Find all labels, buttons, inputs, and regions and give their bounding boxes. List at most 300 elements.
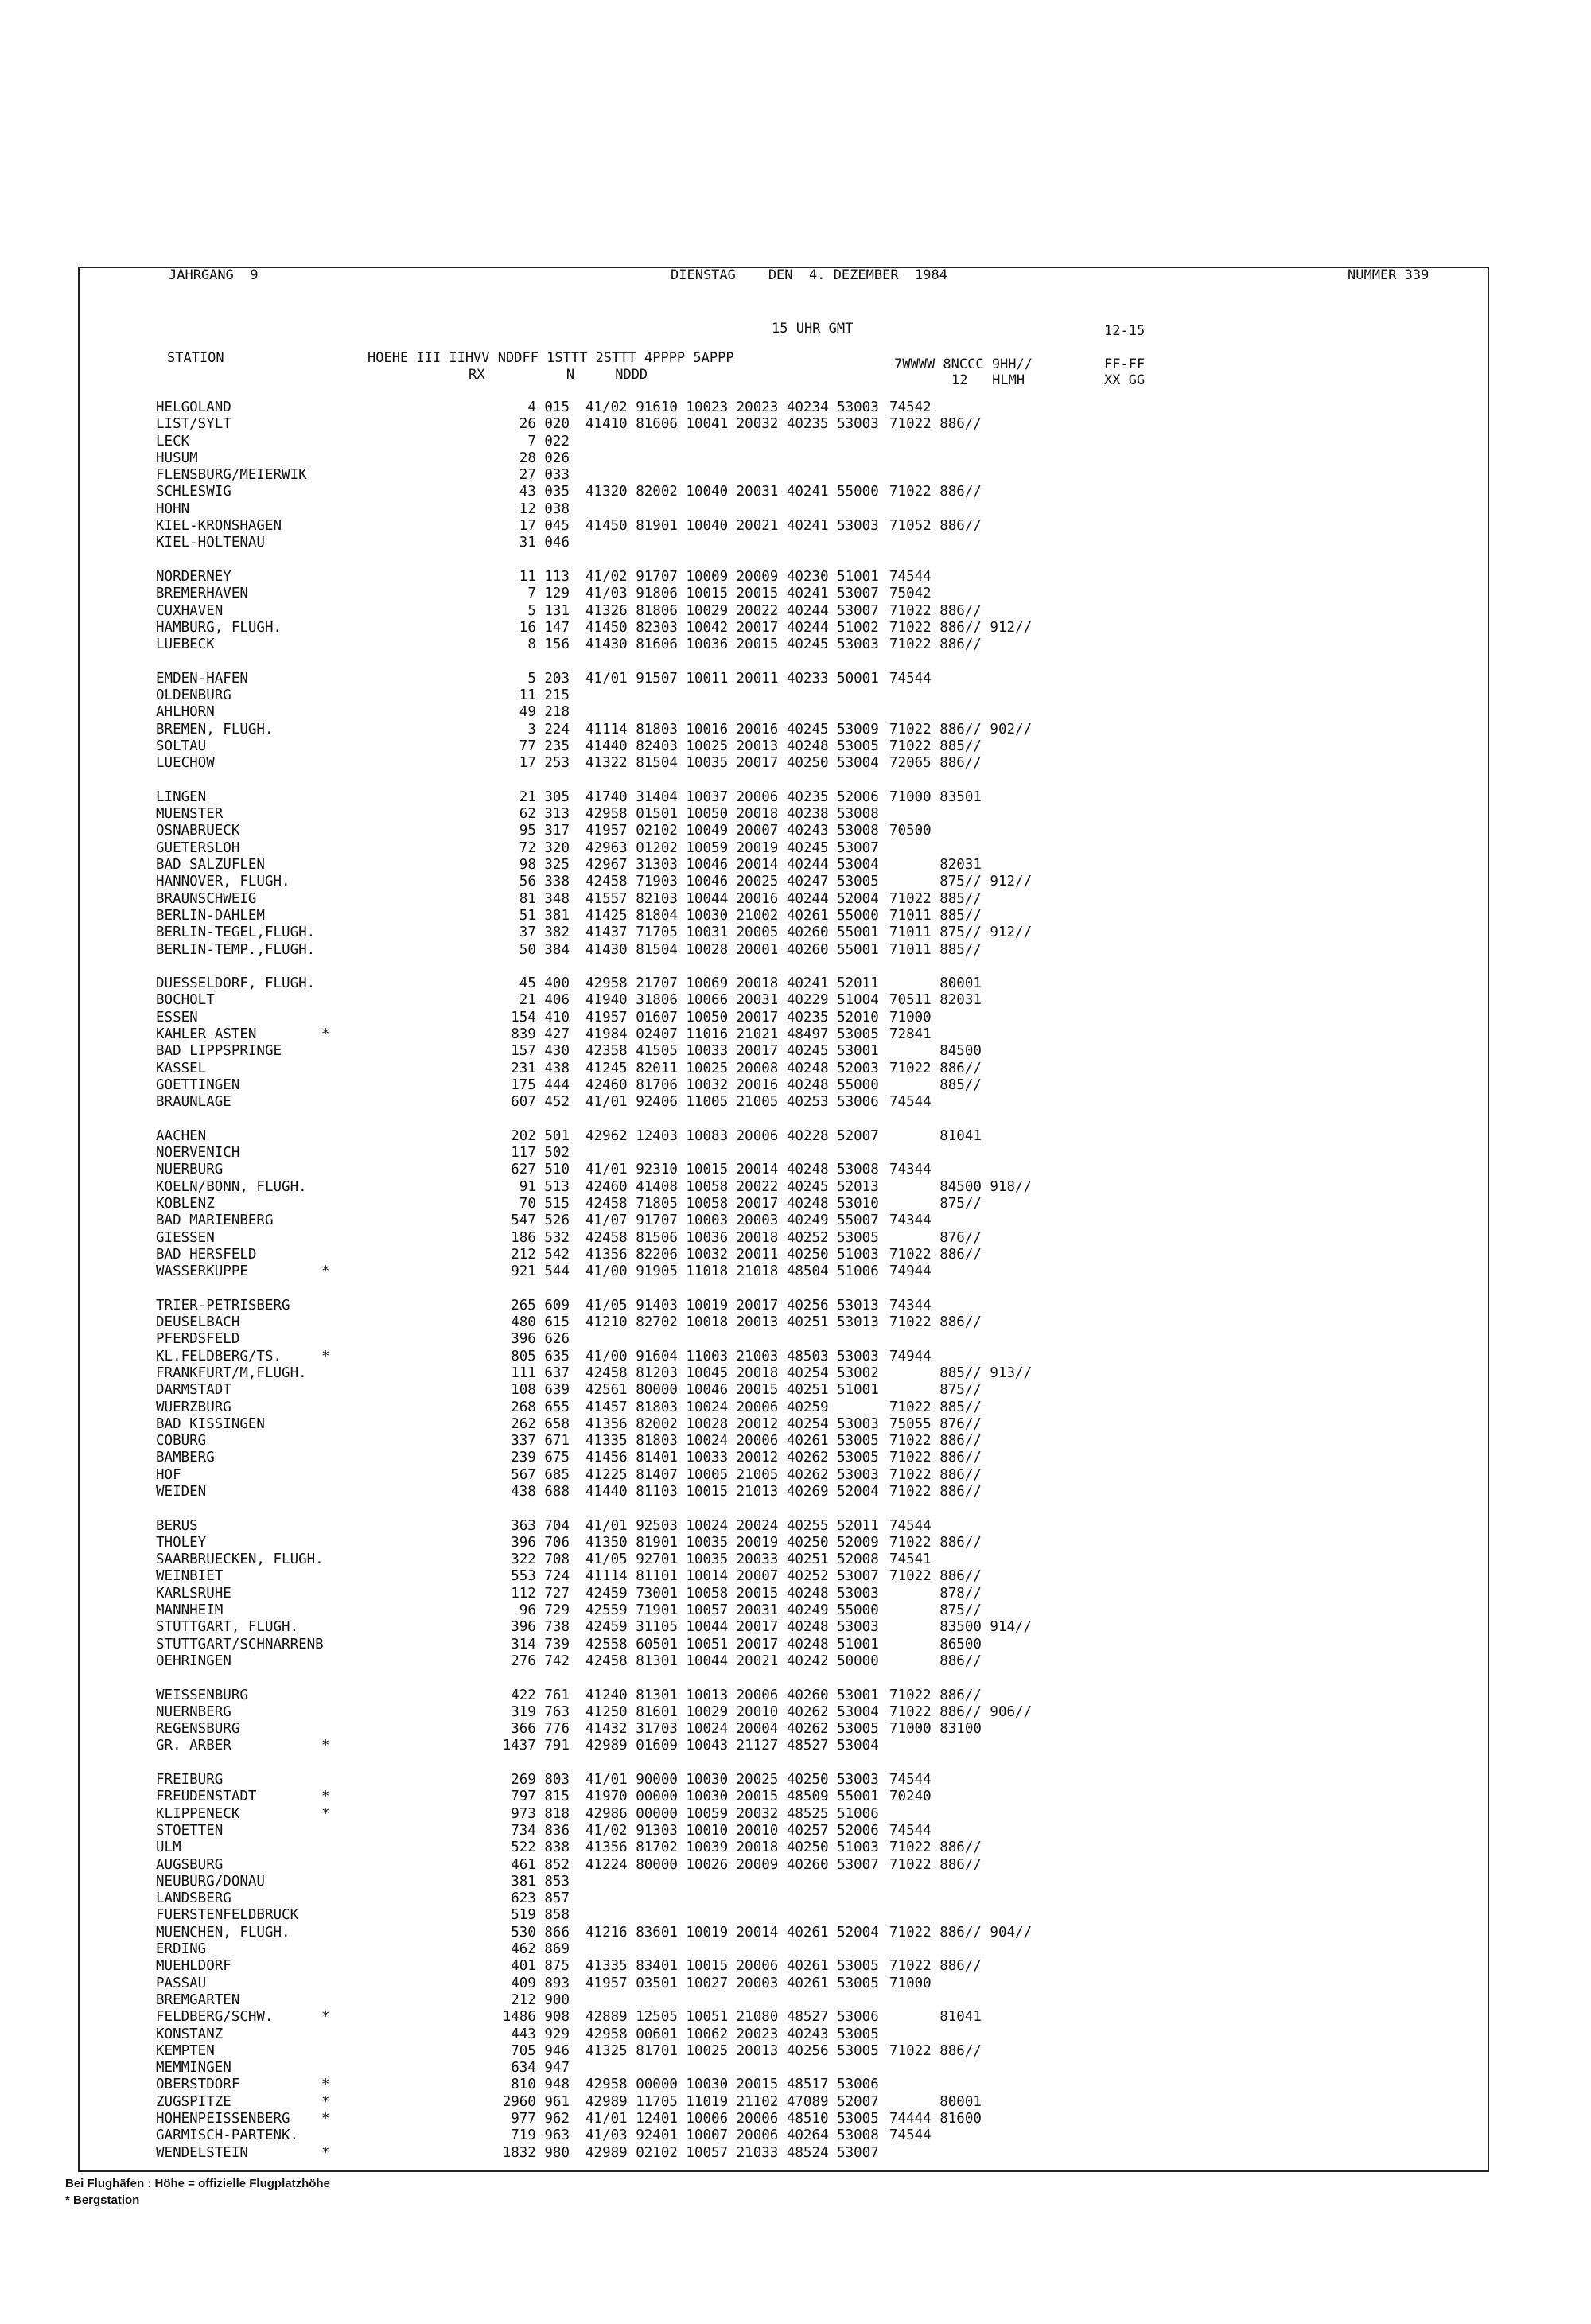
station-name: BAMBERG (156, 1450, 215, 1466)
station-name: WENDELSTEIN (156, 2144, 248, 2161)
station-height-index: 11 113 (519, 568, 570, 585)
station-height-index: 973 818 (511, 1805, 570, 1822)
station-height-index: 461 852 (511, 1856, 570, 1873)
additional-groups: 71000 (889, 1975, 932, 1991)
station-height-index: 239 675 (511, 1450, 570, 1466)
volume-label: JAHRGANG 9 (169, 267, 259, 283)
additional-groups: 71022 886// (889, 1433, 982, 1450)
station-name: THOLEY (156, 1534, 207, 1551)
station-name: LUECHOW (156, 755, 215, 772)
additional-groups: 71000 83100 (889, 1721, 982, 1738)
synop-groups: 41940 31806 10066 20031 40229 51004 (585, 992, 879, 1009)
mountain-station-marker: * (321, 1805, 330, 1822)
station-height-index: 705 946 (511, 2042, 570, 2059)
additional-groups: 71022 886// (889, 1450, 982, 1466)
station-height-index: 1486 908 (502, 2009, 570, 2026)
station-height-index: 16 147 (519, 619, 570, 636)
station-name: NEUBURG/DONAU (156, 1873, 265, 1890)
station-height-index: 797 815 (511, 1789, 570, 1805)
station-name: CUXHAVEN (156, 602, 224, 619)
station-height-index: 51 381 (519, 907, 570, 924)
gust-column-header: FF-FF (1104, 356, 1146, 372)
station-name: HOHENPEISSENBERG (156, 2110, 290, 2127)
additional-groups: 71011 885// (889, 907, 982, 924)
station-height-index: 12 038 (519, 500, 570, 517)
station-height-index: 623 857 (511, 1890, 570, 1907)
station-name: STUTTGART/SCHNARRENB (156, 1636, 324, 1652)
station-name: HANNOVER, FLUGH. (156, 874, 290, 890)
station-name: BREMGARTEN (156, 1991, 240, 2008)
station-name: DEUSELBACH (156, 1314, 240, 1331)
synop-groups: 42458 71903 10046 20025 40247 53005 (585, 874, 879, 890)
station-height-index: 91 513 (519, 1178, 570, 1195)
station-name: MUEHLDORF (156, 1958, 231, 1975)
additional-groups: 71000 (889, 1009, 932, 1026)
additional-groups: 71022 886// (889, 1534, 982, 1551)
additional-groups: 82031 (889, 857, 982, 874)
station-name: EMDEN-HAFEN (156, 670, 248, 687)
additional-groups: 74544 (889, 568, 932, 585)
station-name: FREIBURG (156, 1772, 224, 1789)
additional-groups: 71022 886// (889, 1060, 982, 1076)
station-height-index: 319 763 (511, 1703, 570, 1720)
station-name: GIESSEN (156, 1229, 215, 1246)
station-name: BERLIN-TEMP.,FLUGH. (156, 941, 316, 958)
station-name: LECK (156, 433, 190, 450)
station-height-index: 553 724 (511, 1568, 570, 1585)
synop-groups: 41/00 91604 11003 21003 48503 53003 (585, 1348, 879, 1364)
synop-groups: 42958 01501 10050 20018 40238 53008 (585, 806, 879, 823)
additional-groups: 885// (889, 1076, 982, 1093)
synop-groups: 41/01 92310 10015 20014 40248 53008 (585, 1162, 879, 1178)
additional-groups: 71022 886// 912// (889, 619, 1033, 636)
station-name: KOELN/BONN, FLUGH. (156, 1178, 307, 1195)
synop-groups: 42958 00601 10062 20023 40243 53005 (585, 2026, 879, 2042)
synop-groups: 41250 81601 10029 20010 40262 53004 (585, 1703, 879, 1720)
additional-groups: 71022 886// (889, 416, 982, 433)
synop-groups: 41/01 90000 10030 20025 40250 53003 (585, 1772, 879, 1789)
additional-groups: 71022 886// 902// (889, 721, 1033, 738)
synop-groups: 41740 31404 10037 20006 40235 52006 (585, 788, 879, 805)
group-column-subheader: 12 HLMH (951, 372, 1025, 388)
station-name: FLENSBURG/MEIERWIK (156, 467, 307, 484)
additional-groups: 74542 (889, 399, 932, 415)
station-height-index: 154 410 (511, 1009, 570, 1026)
synop-groups: 41432 31703 10024 20004 40262 53005 (585, 1721, 879, 1738)
station-name: STUTTGART, FLUGH. (156, 1619, 299, 1636)
station-name: LINGEN (156, 788, 207, 805)
station-height-index: 268 655 (511, 1399, 570, 1415)
synop-groups: 41957 02102 10049 20007 40243 53008 (585, 823, 879, 839)
station-name: SAARBRUECKEN, FLUGH. (156, 1551, 324, 1568)
group-column-header: 7WWWW 8NCCC 9HH// (894, 356, 1033, 372)
station-name: WEISSENBURG (156, 1687, 248, 1703)
synop-groups: 41437 71705 10031 20005 40260 55001 (585, 925, 879, 941)
synop-groups: 42986 00000 10059 20032 48525 51006 (585, 1805, 879, 1822)
station-name: GUETERSLOH (156, 839, 240, 856)
station-height-index: 17 045 (519, 518, 570, 535)
additional-groups: 875// 912// (889, 874, 1033, 890)
synop-groups: 41/00 91905 11018 21018 48504 51006 (585, 1263, 879, 1280)
additional-groups: 875// (889, 1195, 982, 1212)
synop-groups: 42989 02102 10057 21033 48524 53007 (585, 2144, 879, 2161)
synop-groups: 41322 81504 10035 20017 40250 53004 (585, 755, 879, 772)
synop-groups: 41114 81803 10016 20016 40245 53009 (585, 721, 879, 738)
synop-groups: 41/01 92503 10024 20024 40255 52011 (585, 1517, 879, 1534)
observation-time: 15 UHR GMT (772, 321, 854, 337)
additional-groups: 71022 886// (889, 2042, 982, 2059)
synop-groups: 42958 00000 10030 20015 48517 53006 (585, 2077, 879, 2093)
mountain-station-marker: * (321, 2009, 330, 2026)
station-height-index: 4 015 (527, 399, 570, 415)
station-height-index: 396 626 (511, 1331, 570, 1348)
synop-groups: 41957 01607 10050 20017 40235 52010 (585, 1009, 879, 1026)
station-height-index: 366 776 (511, 1721, 570, 1738)
station-name: KARLSRUHE (156, 1585, 231, 1602)
station-height-index: 322 708 (511, 1551, 570, 1568)
station-height-index: 443 929 (511, 2026, 570, 2042)
additional-groups: 71022 886// (889, 1839, 982, 1856)
station-name: LIST/SYLT (156, 416, 231, 433)
station-height-index: 1832 980 (502, 2144, 570, 2161)
synop-groups: 41/02 91707 10009 20009 40230 51001 (585, 568, 879, 585)
synop-groups: 42459 73001 10058 20015 40248 53003 (585, 1585, 879, 1602)
station-name: NUERNBERG (156, 1703, 231, 1720)
station-height-index: 530 866 (511, 1924, 570, 1941)
synop-groups: 41225 81407 10005 21005 40262 53003 (585, 1466, 879, 1483)
synop-groups: 42458 81301 10044 20021 40242 50000 (585, 1652, 879, 1669)
synop-groups: 41410 81606 10041 20032 40235 53003 (585, 416, 879, 433)
station-name: COBURG (156, 1433, 207, 1450)
station-name: BAD KISSINGEN (156, 1415, 265, 1432)
issue-number: NUMMER 339 (1348, 267, 1430, 283)
station-name: PASSAU (156, 1975, 207, 1991)
station-name: TRIER-PETRISBERG (156, 1297, 290, 1314)
station-height-index: 17 253 (519, 755, 570, 772)
station-height-index: 314 739 (511, 1636, 570, 1652)
station-name: LUEBECK (156, 636, 215, 653)
additional-groups: 71052 886// (889, 518, 982, 535)
additional-groups: 70500 (889, 823, 932, 839)
station-name: ESSEN (156, 1009, 198, 1026)
station-name: MUENCHEN, FLUGH. (156, 1924, 290, 1941)
station-height-index: 231 438 (511, 1060, 570, 1076)
additional-groups: 86500 (889, 1636, 982, 1652)
station-height-index: 21 305 (519, 788, 570, 805)
station-name: OLDENBURG (156, 687, 231, 704)
station-name: HELGOLAND (156, 399, 231, 415)
station-name: BREMERHAVEN (156, 586, 248, 602)
station-height-index: 396 706 (511, 1534, 570, 1551)
synop-groups: 41557 82103 10044 20016 40244 52004 (585, 890, 879, 907)
additional-groups: 80001 (889, 975, 982, 992)
station-column-header: STATION (167, 350, 224, 366)
station-name: REGENSBURG (156, 1721, 240, 1738)
synop-groups: 41450 81901 10040 20021 40241 53003 (585, 518, 879, 535)
station-height-index: 422 761 (511, 1687, 570, 1703)
station-name: ZUGSPITZE (156, 2093, 231, 2110)
station-height-index: 45 400 (519, 975, 570, 992)
synop-groups: 41/02 91303 10010 20010 40257 52006 (585, 1822, 879, 1839)
station-name: KLIPPENECK (156, 1805, 240, 1822)
additional-groups: 71022 885// (889, 738, 982, 754)
footnote-mountain-station: * Bergstation (65, 2194, 140, 2207)
additional-groups: 71022 886// 906// (889, 1703, 1033, 1720)
station-height-index: 117 502 (511, 1145, 570, 1162)
station-name: BAD SALZUFLEN (156, 857, 265, 874)
station-height-index: 26 020 (519, 416, 570, 433)
issue-date: DIENSTAG DEN 4. DEZEMBER 1984 (671, 267, 947, 283)
station-name: MEMMINGEN (156, 2060, 231, 2077)
station-height-index: 56 338 (519, 874, 570, 890)
synop-groups: 41335 81803 10024 20006 40261 53005 (585, 1433, 879, 1450)
station-name: GR. ARBER (156, 1738, 231, 1754)
footnote-airport-height: Bei Flughäfen : Höhe = offizielle Flugplatzhöhe (65, 2177, 330, 2190)
station-name: HOHN (156, 500, 190, 517)
station-height-index: 5 203 (527, 670, 570, 687)
station-height-index: 112 727 (511, 1585, 570, 1602)
synop-groups: 42989 11705 11019 21102 47089 52007 (585, 2093, 879, 2110)
synop-groups: 41356 82206 10032 20011 40250 51003 (585, 1246, 879, 1263)
station-height-index: 519 858 (511, 1907, 570, 1924)
additional-groups: 71022 886// (889, 1568, 982, 1585)
station-name: FREUDENSTADT (156, 1789, 257, 1805)
station-name: KEMPTEN (156, 2042, 215, 2059)
station-name: MUENSTER (156, 806, 224, 823)
synop-groups: 41957 03501 10027 20003 40261 53005 (585, 1975, 879, 1991)
station-name: BAD HERSFELD (156, 1246, 257, 1263)
synop-groups: 42889 12505 10051 21080 48527 53006 (585, 2009, 879, 2026)
station-height-index: 108 639 (511, 1382, 570, 1399)
additional-groups: 71022 886// (889, 484, 982, 500)
mountain-station-marker: * (321, 2110, 330, 2127)
station-height-index: 547 526 (511, 1213, 570, 1229)
station-height-index: 28 026 (519, 450, 570, 466)
additional-groups: 71011 875// 912// (889, 925, 1033, 941)
synop-groups: 41326 81806 10029 20022 40244 53007 (585, 602, 879, 619)
mountain-station-marker: * (321, 1263, 330, 1280)
station-name: GARMISCH-PARTENK. (156, 2127, 299, 2144)
station-name: ULM (156, 1839, 181, 1856)
synop-groups: 41210 82702 10018 20013 40251 53013 (585, 1314, 879, 1331)
synop-groups: 42989 01609 10043 21127 48527 53004 (585, 1738, 879, 1754)
station-name: OEHRINGEN (156, 1652, 231, 1669)
station-name: SOLTAU (156, 738, 207, 754)
synop-groups: 41/07 91707 10003 20003 40249 55007 (585, 1213, 879, 1229)
station-name: KIEL-HOLTENAU (156, 535, 265, 551)
station-height-index: 2960 961 (502, 2093, 570, 2110)
station-height-index: 839 427 (511, 1026, 570, 1042)
station-height-index: 70 515 (519, 1195, 570, 1212)
synop-groups: 41456 81401 10033 20012 40262 53005 (585, 1450, 879, 1466)
station-name: BOCHOLT (156, 992, 215, 1009)
station-name: BAD LIPPSPRINGE (156, 1043, 282, 1060)
station-name: PFERDSFELD (156, 1331, 240, 1348)
station-name: DARMSTADT (156, 1382, 231, 1399)
additional-groups: 74544 (889, 670, 932, 687)
station-name: BRAUNSCHWEIG (156, 890, 257, 907)
station-name: HOF (156, 1466, 181, 1483)
synop-groups: 42963 01202 10059 20019 40245 53007 (585, 839, 879, 856)
station-height-index: 11 215 (519, 687, 570, 704)
station-height-index: 634 947 (511, 2060, 570, 2077)
station-height-index: 7 129 (527, 586, 570, 602)
synop-groups: 41430 81504 10028 20001 40260 55001 (585, 941, 879, 958)
station-name: DUESSELDORF, FLUGH. (156, 975, 316, 992)
synop-groups: 41/01 91507 10011 20011 40233 50001 (585, 670, 879, 687)
station-name: AHLHORN (156, 704, 215, 721)
station-height-index: 396 738 (511, 1619, 570, 1636)
station-height-index: 95 317 (519, 823, 570, 839)
synop-groups: 41440 82403 10025 20013 40248 53005 (585, 738, 879, 754)
additional-groups: 74544 (889, 2127, 932, 2144)
station-height-index: 186 532 (511, 1229, 570, 1246)
time-range: 12-15 (1104, 323, 1146, 339)
station-height-index: 381 853 (511, 1873, 570, 1890)
synop-groups: 41245 82011 10025 20008 40248 52003 (585, 1060, 879, 1076)
station-height-index: 480 615 (511, 1314, 570, 1331)
additional-groups: 74944 (889, 1348, 932, 1364)
station-name: KL.FELDBERG/TS. (156, 1348, 282, 1364)
mountain-station-marker: * (321, 2144, 330, 2161)
additional-groups: 71022 886// (889, 1314, 982, 1331)
station-height-index: 276 742 (511, 1652, 570, 1669)
station-height-index: 438 688 (511, 1484, 570, 1500)
station-height-index: 805 635 (511, 1348, 570, 1364)
synop-groups: 41/02 91610 10023 20023 40234 53003 (585, 399, 879, 415)
station-name: KAHLER ASTEN (156, 1026, 257, 1042)
station-height-index: 269 803 (511, 1772, 570, 1789)
station-name: BREMEN, FLUGH. (156, 721, 274, 738)
mountain-station-marker: * (321, 2077, 330, 2093)
synop-groups: 42967 31303 10046 20014 40244 53004 (585, 857, 879, 874)
station-height-index: 810 948 (511, 2077, 570, 2093)
synop-groups: 41/03 92401 10007 20006 40264 53008 (585, 2127, 879, 2144)
additional-groups: 885// 913// (889, 1364, 1033, 1381)
synop-groups: 41450 82303 10042 20017 40244 51002 (585, 619, 879, 636)
synop-groups: 41/01 12401 10006 20006 48510 53005 (585, 2110, 879, 2127)
station-height-index: 31 046 (519, 535, 570, 551)
synop-groups: 41224 80000 10026 20009 40260 53007 (585, 1856, 879, 1873)
additional-groups: 74544 (889, 1517, 932, 1534)
synop-groups: 42458 81506 10036 20018 40252 53005 (585, 1229, 879, 1246)
additional-groups: 70240 (889, 1789, 932, 1805)
additional-groups: 74344 (889, 1297, 932, 1314)
additional-groups: 71022 886// (889, 1958, 982, 1975)
code-column-subheader: RX N NDDD (469, 367, 648, 383)
synop-groups: 41320 82002 10040 20031 40241 55000 (585, 484, 879, 500)
station-name: SCHLESWIG (156, 484, 231, 500)
synop-groups: 42558 60501 10051 20017 40248 51001 (585, 1636, 879, 1652)
additional-groups: 886// (889, 1652, 982, 1669)
station-height-index: 212 542 (511, 1246, 570, 1263)
station-name: WASSERKUPPE (156, 1263, 248, 1280)
station-name: KIEL-KRONSHAGEN (156, 518, 282, 535)
station-height-index: 27 033 (519, 467, 570, 484)
station-height-index: 265 609 (511, 1297, 570, 1314)
station-name: BERLIN-DAHLEM (156, 907, 265, 924)
synop-groups: 41240 81301 10013 20006 40260 53001 (585, 1687, 879, 1703)
station-height-index: 363 704 (511, 1517, 570, 1534)
station-name: LANDSBERG (156, 1890, 231, 1907)
synop-groups: 42962 12403 10083 20006 40228 52007 (585, 1127, 879, 1144)
station-name: WUERZBURG (156, 1399, 231, 1415)
station-name: AUGSBURG (156, 1856, 224, 1873)
station-name: NOERVENICH (156, 1145, 240, 1162)
station-name: MANNHEIM (156, 1602, 224, 1619)
station-height-index: 77 235 (519, 738, 570, 754)
station-height-index: 462 869 (511, 1941, 570, 1958)
additional-groups: 74344 (889, 1162, 932, 1178)
additional-groups: 876// (889, 1229, 982, 1246)
synop-groups: 42458 71805 10058 20017 40248 53010 (585, 1195, 879, 1212)
station-name: BRAUNLAGE (156, 1094, 231, 1111)
station-height-index: 81 348 (519, 890, 570, 907)
synop-groups: 41/05 91403 10019 20017 40256 53013 (585, 1297, 879, 1314)
synop-groups: 41335 83401 10015 20006 40261 53005 (585, 1958, 879, 1975)
station-height-index: 98 325 (519, 857, 570, 874)
station-name: KOBLENZ (156, 1195, 215, 1212)
station-name: STOETTEN (156, 1822, 224, 1839)
additional-groups: 75055 876// (889, 1415, 982, 1432)
additional-groups: 84500 (889, 1043, 982, 1060)
station-name: FRANKFURT/M,FLUGH. (156, 1364, 307, 1381)
station-height-index: 96 729 (519, 1602, 570, 1619)
station-height-index: 5 131 (527, 602, 570, 619)
additional-groups: 74544 (889, 1822, 932, 1839)
station-height-index: 157 430 (511, 1043, 570, 1060)
mountain-station-marker: * (321, 1348, 330, 1364)
station-name: OSNABRUECK (156, 823, 240, 839)
mountain-station-marker: * (321, 1738, 330, 1754)
synop-groups: 42459 31105 10044 20017 40248 53003 (585, 1619, 879, 1636)
station-name: NORDERNEY (156, 568, 231, 585)
station-height-index: 202 501 (511, 1127, 570, 1144)
station-height-index: 337 671 (511, 1433, 570, 1450)
synop-groups: 41430 81606 10036 20015 40245 53003 (585, 636, 879, 653)
synop-groups: 41984 02407 11016 21021 48497 53005 (585, 1026, 879, 1042)
additional-groups: 71022 886// (889, 602, 982, 619)
synop-groups: 41970 00000 10030 20015 48509 55001 (585, 1789, 879, 1805)
code-column-header: HOEHE III IIHVV NDDFF 1STTT 2STTT 4PPPP 5APPP (368, 350, 734, 366)
additional-groups: 83500 914// (889, 1619, 1033, 1636)
additional-groups: 71000 83501 (889, 788, 982, 805)
station-name: BERLIN-TEGEL,FLUGH. (156, 925, 316, 941)
additional-groups: 70511 82031 (889, 992, 982, 1009)
synop-groups: 41/01 92406 11005 21005 40253 53006 (585, 1094, 879, 1111)
station-name: KASSEL (156, 1060, 207, 1076)
additional-groups: 75042 (889, 586, 932, 602)
additional-groups: 71022 886// (889, 1484, 982, 1500)
additional-groups: 81041 (889, 2009, 982, 2026)
synop-groups: 41457 81803 10024 20006 40259 (585, 1399, 829, 1415)
station-height-index: 212 900 (511, 1991, 570, 2008)
additional-groups: 71022 886// (889, 636, 982, 653)
station-height-index: 50 384 (519, 941, 570, 958)
synop-groups: 42561 80000 10046 20015 40251 51001 (585, 1382, 879, 1399)
additional-groups: 875// (889, 1382, 982, 1399)
additional-groups: 72065 886// (889, 755, 982, 772)
station-height-index: 3 224 (527, 721, 570, 738)
station-height-index: 72 320 (519, 839, 570, 856)
synop-groups: 42358 41505 10033 20017 40245 53001 (585, 1043, 879, 1060)
synop-groups: 41356 82002 10028 20012 40254 53003 (585, 1415, 879, 1432)
station-height-index: 175 444 (511, 1076, 570, 1093)
station-name: BAD MARIENBERG (156, 1213, 274, 1229)
station-name: HUSUM (156, 450, 198, 466)
additional-groups: 74944 (889, 1263, 932, 1280)
station-height-index: 734 836 (511, 1822, 570, 1839)
